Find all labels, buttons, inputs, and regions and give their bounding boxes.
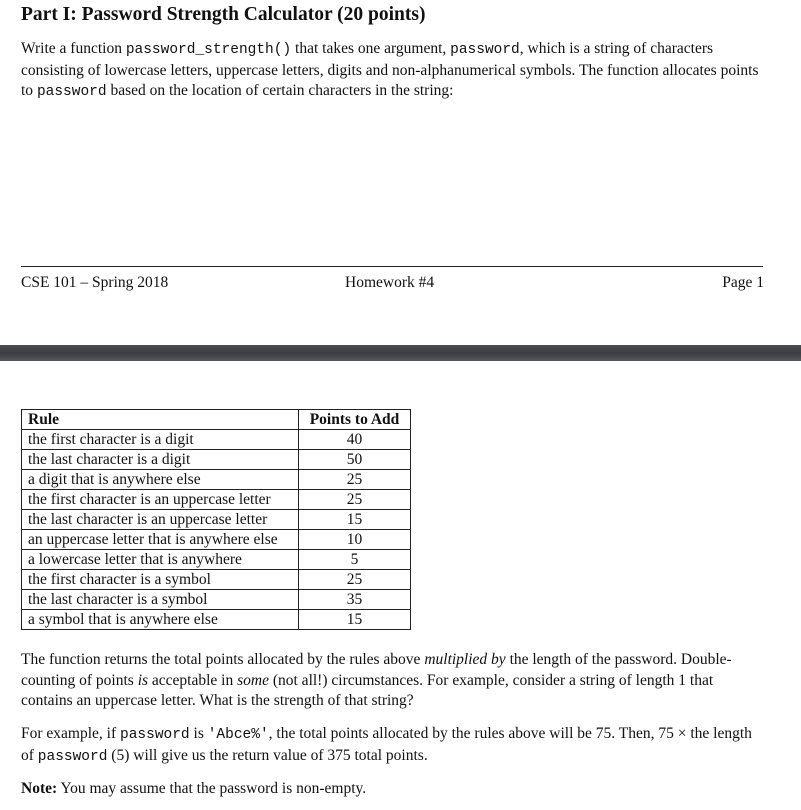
points-cell: 10 [299, 530, 411, 550]
table-row [22, 490, 411, 510]
note-label: Note: [21, 780, 58, 797]
returns-text-1: The function returns the total points allocated by the rules above [21, 651, 425, 668]
example-text-2: is [189, 725, 208, 742]
example-text-1: For example, if [21, 725, 121, 742]
rule-cell: a symbol that is anywhere else [22, 610, 299, 630]
points-cell: 25 [299, 570, 411, 590]
rule-cell: the first character is an uppercase letter [22, 490, 299, 510]
rule-cell: an uppercase letter that is anywhere else [22, 530, 299, 550]
intro-text-1: Write a function [21, 40, 126, 57]
rule-cell: the last character is an uppercase letter [22, 510, 299, 530]
footer-course: CSE 101 – Spring 2018 [21, 274, 169, 291]
page-break-bar [0, 345, 801, 361]
table-row [22, 450, 411, 470]
points-cell: 5 [299, 550, 411, 570]
returns-paragraph [21, 650, 767, 712]
argument-name-code: password [450, 42, 520, 58]
intro-text-3: , which is a string of characters consisting of lowercase letters, uppercase letters, digits and non-alphanumerical symbols. The function allocates points to [21, 40, 759, 99]
example-text-4: (5) will give us the return value of 375 total points. [107, 746, 428, 764]
intro-text-4: based on the location of certain characters in the string: [106, 82, 454, 99]
points-cell: 35 [299, 590, 411, 610]
points-cell: 15 [299, 510, 411, 530]
argument-name-code-2: password [36, 84, 107, 100]
table-row [22, 610, 411, 630]
example-value-code: 'Abce%' [207, 727, 269, 743]
points-cell: 25 [299, 490, 411, 510]
rule-cell: the last character is a symbol [22, 590, 299, 610]
returns-emphasis-1: multiplied by [424, 651, 506, 668]
returns-emphasis-3: some [237, 671, 269, 689]
table-row [22, 570, 411, 590]
note-text: You may assume that the password is non-empty. [57, 780, 367, 797]
table-row [22, 590, 411, 610]
rule-cell: the first character is a digit [22, 430, 299, 450]
intro-paragraph [21, 39, 767, 103]
note-paragraph [21, 779, 767, 800]
points-cell: 50 [299, 450, 411, 470]
section-heading: Part I: Password Strength Calculator (20 points) [21, 4, 426, 25]
returns-text-2: the length of the password. Double-counting of points [21, 651, 732, 689]
intro-text-2: that takes one argument, [291, 40, 451, 57]
example-argument-code-2: password [37, 748, 108, 765]
example-text-3: , the total points allocated by the rules above will be 75. Then, 75 × the length of [21, 725, 752, 764]
points-cell: 40 [299, 430, 411, 450]
rule-cell: the first character is a symbol [22, 570, 299, 590]
returns-emphasis-2: is [137, 671, 149, 689]
table-row [22, 550, 411, 570]
points-cell: 25 [299, 470, 411, 490]
footer-page-number: Page 1 [722, 274, 764, 291]
rule-cell: the last character is a digit [22, 450, 299, 470]
rule-cell: a lowercase letter that is anywhere [22, 550, 299, 570]
rules-table [21, 409, 411, 630]
returns-text-3: acceptable in [148, 671, 238, 689]
header-points: Points to Add [299, 410, 411, 430]
example-argument-code: password [120, 727, 190, 743]
table-header-row [22, 410, 411, 430]
footer-homework: Homework #4 [345, 274, 435, 291]
returns-text-4: (not all!) circumstances. For example, consider a string of length 1 that contains an uppercase letter. What is the strength of that string? [21, 671, 714, 709]
points-cell: 15 [299, 610, 411, 630]
rule-cell: a digit that is anywhere else [22, 470, 299, 490]
table-row [22, 430, 411, 450]
footer-divider [21, 266, 763, 267]
table-row [22, 510, 411, 530]
table-row [22, 530, 411, 550]
example-paragraph [21, 724, 767, 767]
table-row [22, 470, 411, 490]
function-name-code: password_strength() [125, 42, 292, 58]
header-rule: Rule [22, 410, 299, 430]
